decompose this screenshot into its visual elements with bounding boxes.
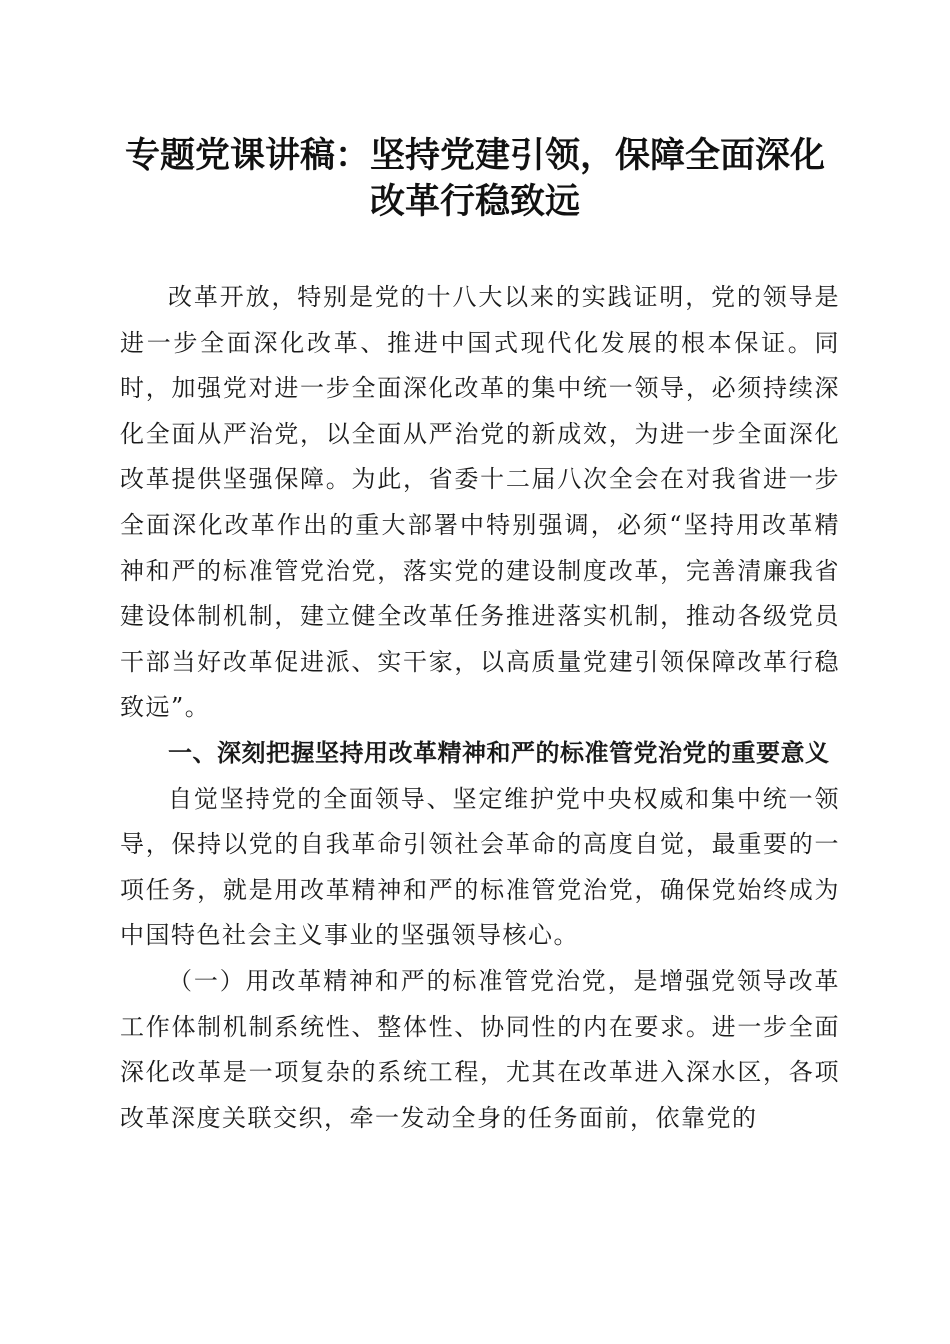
subsection-1-paragraph: （一）用改革精神和严的标准管党治党，是增强党领导改革工作体制机制系统性、整体性、协同性的内在要求。进一步全面深化改革是一项复杂的系统工程，尤其在改革进入深水区，各项改革深度关联交织，牵一发动全身的任务面前，依靠党的 <box>120 966 840 1132</box>
section-heading-1: 一、深刻把握坚持用改革精神和严的标准管党治党的重要意义 <box>168 738 830 767</box>
section-1-paragraph: 自觉坚持党的全面领导、坚定维护党中央权威和集中统一领导，保持以党的自我革命引领社会革命的高度自觉，最重要的一项任务，就是用改革精神和严的标准管党治党，确保党始终成为中国特色社会主义事业的坚强领导核心。 <box>120 784 840 950</box>
intro-paragraph: 改革开放，特别是党的十八大以来的实践证明，党的领导是进一步全面深化改革、推进中国式现代化发展的根本保证。同时，加强党对进一步全面深化改革的集中统一领导，必须持续深化全面从严治党，以全面从严治党的新成效，为进一步全面深化改革提供坚强保障。为此，省委十二届八次全会在对我省进一步全面深化改革作出的重大部署中特别强调，必须“坚持用改革精神和严的标准管党治党，落实党的建设制度改革，完善清廉我省建设体制机制，建立健全改革任务推进落实机制，推动各级党员干部当好改革促进派、实干家，以高质量党建引领保障改革行稳致远”。 <box>120 283 840 722</box>
document-title: 专题党课讲稿：坚持党建引领，保障全面深化改革行稳致远 <box>124 135 825 222</box>
document-body <box>120 275 840 1141</box>
